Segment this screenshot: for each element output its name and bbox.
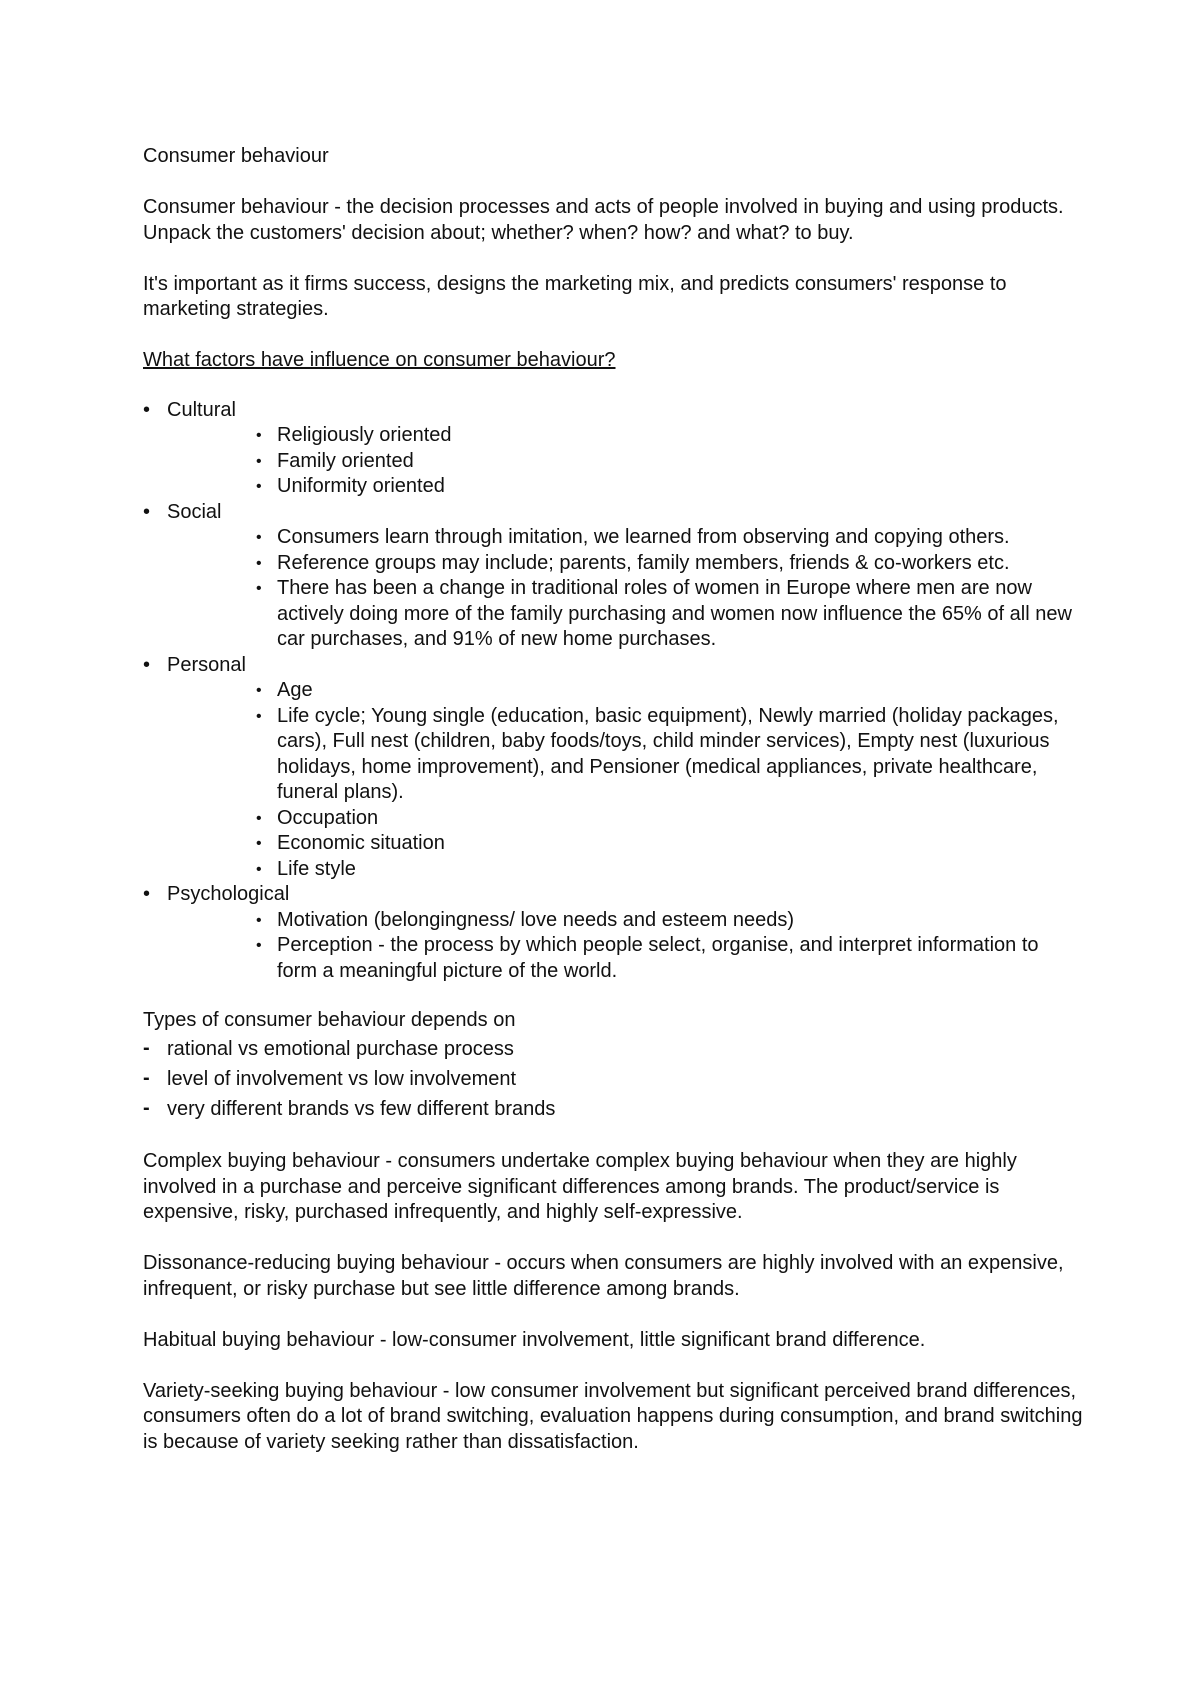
habitual-paragraph: Habitual buying behaviour - low-consumer involvement, little significant brand difference. [143,1328,926,1351]
factor-psychological [143,882,1083,984]
list-item: • Life style [253,857,1083,883]
list-item: • Religiously oriented [253,423,1083,449]
list-item: • There has been a change in traditional roles of women in Europe where men are now actively doing more of the family purchasing and women now influence the 65% of all new car purchases, and 91% of new home purchases. [253,576,1083,653]
list-item: - rational vs emotional purchase process [143,1034,1083,1064]
list-item: - very different brands vs few different brands [143,1094,1083,1124]
list-item: • Uniformity oriented [253,474,1083,500]
list-item: • Consumers learn through imitation, we learned from observing and copying others. [253,525,1083,551]
list-item: • Family oriented [253,449,1083,475]
factor-social [143,500,1083,653]
factors-heading: What factors have influence on consumer behaviour? [143,349,616,371]
importance-paragraph: It's important as it firms success, designs the marketing mix, and predicts consumers' response to marketing strategies. [143,272,1007,320]
intro-paragraph: Consumer behaviour - the decision processes and acts of people involved in buying and using products. Unpack the customers' decision about; whether? when? how? and what? to buy. [143,196,1064,244]
factor-sublist [253,525,1083,653]
factor-label: Cultural [167,398,236,421]
document-page [143,144,1083,1481]
factor-label: Social [167,500,222,523]
list-item: - level of involvement vs low involvement [143,1064,1083,1094]
factors-list [143,398,1083,985]
factor-label: Personal [167,653,246,676]
types-list [143,1034,1083,1124]
factor-cultural [143,398,1083,500]
factor-label: Psychological [167,883,290,905]
variety-paragraph: Variety-seeking buying behaviour - low consumer involvement but significant perceived brand differences, consumers often do a lot of brand switching, evaluation happens during consumption, and brand switching is because of variety seeking rather than dissatisfaction. [143,1379,1083,1453]
complex-paragraph: Complex buying behaviour - consumers undertake complex buying behaviour when they are highly involved in a purchase and perceive significant differences among brands. The product/service is expensive, risky, purchased infrequently, and highly self-expressive. [143,1150,1017,1223]
list-item: • Life cycle; Young single (education, basic equipment), Newly married (holiday packages, cars), Full nest (children, baby foods/toys, child minder services), Empty nest (luxurious holidays, home improvement), and Pensioner (medical appliances, private healthcare, funeral plans). [253,704,1083,806]
document-title: Consumer behaviour [143,145,329,167]
factor-sublist [253,678,1083,882]
list-item: • Reference groups may include; parents, family members, friends & co-workers etc. [253,551,1083,577]
factor-sublist [253,908,1083,985]
factor-sublist [253,423,1083,500]
types-heading: Types of consumer behaviour depends on [143,1009,516,1031]
list-item: • Motivation (belongingness/ love needs and esteem needs) [253,908,1083,934]
factor-personal [143,653,1083,883]
list-item: • Economic situation [253,831,1083,857]
list-item: • Age [253,678,1083,704]
list-item: • Perception - the process by which people select, organise, and interpret information to form a meaningful picture of the world. [253,933,1083,984]
dissonance-paragraph: Dissonance-reducing buying behaviour - occurs when consumers are highly involved with an expensive, infrequent, or risky purchase but see little difference among brands. [143,1252,1064,1300]
list-item: • Occupation [253,806,1083,832]
